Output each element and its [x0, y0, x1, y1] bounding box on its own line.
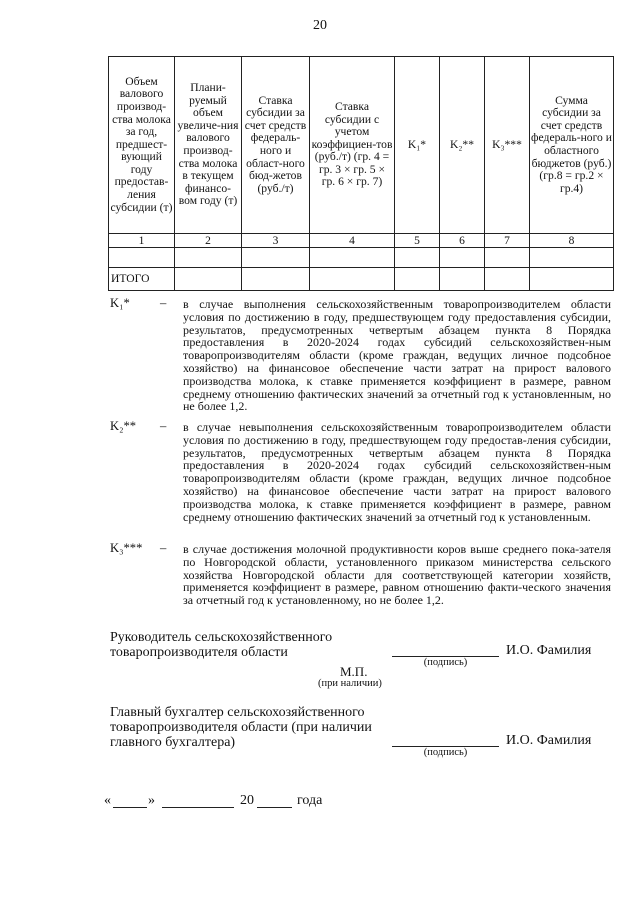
footnote-k1-dash: –: [160, 296, 167, 310]
total-row: [109, 268, 614, 291]
subsidy-table: [108, 56, 614, 291]
footnote-k3-dash: –: [160, 541, 167, 555]
empty-cell: [530, 268, 614, 291]
date-day-blank: [113, 807, 147, 808]
head-title-line2: товаропроизводителя области: [110, 645, 288, 660]
empty-cell: [175, 268, 242, 291]
column-number: 6: [440, 234, 485, 248]
header-cell-rate: Ставка субсидии за счет средств федераль-ного и област-ного бюд-жетов (руб./т): [242, 57, 310, 234]
date-close-quote: »: [148, 793, 155, 808]
column-number: 3: [242, 234, 310, 248]
footnote-k1-text: в случае выполнения сельскохозяйственным товаропроизводителем области условия по достижению в году, предшествующем году предоставления субсидии, результатов, предусмотренных четвертым абзацем пункта 8 Порядка предоставления в 2020-2024 годах субсидий сельскохозяйствен-ным товаропроизводителям области (кроме граждан, ведущих личное подсобное хозяйство) на финансовое обеспечение части затрат на прирост валового производства молока, к ставке применяется коэффициент в размере, равном среднему отношению фактических значений за отчетный год к установленным, но не более 1,2.: [183, 297, 611, 414]
column-number: 5: [395, 234, 440, 248]
column-number-row: [109, 234, 614, 248]
empty-cell: [485, 248, 530, 268]
header-cell-rate-with-coefficients: Ставка субсидии с учетом коэффициен-тов (руб./т) (гр. 4 = гр. 3 × гр. 5 × гр. 6 × гр. 7): [310, 57, 395, 234]
seal-note: (при наличии): [318, 678, 382, 689]
total-label: ИТОГО: [109, 268, 175, 291]
empty-cell: [242, 248, 310, 268]
empty-cell: [440, 268, 485, 291]
header-cell-planned-increase: Плани-руемый объем увеличе-ния валового производ-ства молока в текущем финансо-вом году (т): [175, 57, 242, 234]
accountant-signature-line: [392, 746, 499, 758]
head-title-line1: Руководитель сельскохозяйственного: [110, 630, 333, 645]
empty-cell: [310, 248, 395, 268]
header-cell-k1: K₁*: [395, 57, 440, 234]
column-number: 7: [485, 234, 530, 248]
date-suffix: года: [297, 793, 323, 808]
head-signature-line: [392, 656, 499, 668]
date-year-blank: [257, 807, 292, 808]
page-number: 20: [313, 18, 327, 33]
empty-cell: [175, 248, 242, 268]
header-cell-k2: K₂**: [440, 57, 485, 234]
date-open-quote: «: [104, 793, 111, 808]
column-number: 1: [109, 234, 175, 248]
empty-cell: [242, 268, 310, 291]
accountant-title-line2: товаропроизводителя области (при наличии: [110, 720, 372, 735]
seal-label: М.П.: [340, 664, 368, 679]
table-header-row: [109, 57, 614, 234]
empty-data-row: [109, 248, 614, 268]
footnote-k3-label: K₃***: [110, 541, 143, 555]
date-year-prefix: 20: [240, 793, 254, 808]
empty-cell: [395, 248, 440, 268]
signature-caption: (подпись): [423, 657, 468, 668]
empty-cell: [395, 268, 440, 291]
head-name: И.О. Фамилия: [506, 643, 592, 658]
column-number: 2: [175, 234, 242, 248]
date-month-blank: [162, 807, 234, 808]
footnote-k3-text: в случае достижения молочной продуктивности коров выше среднего пока-зателя по Новгородской области, установленного приказом министерства сельского хозяйства Новгородской области для соответствующей категории хозяйств, применяется коэффициент в размере, равном отношению факти-ческого значения за отчетный год к установленному, но не более 1,2.: [183, 542, 611, 608]
accountant-title-line1: Главный бухгалтер сельскохозяйственного: [110, 705, 365, 720]
accountant-name: И.О. Фамилия: [506, 733, 592, 748]
footnote-k1-label: K₁*: [110, 296, 130, 310]
footnote-k2-dash: –: [160, 419, 167, 433]
signature-caption: (подпись): [423, 747, 468, 758]
empty-cell: [530, 248, 614, 268]
footnote-k2-text: в случае невыполнения сельскохозяйственным товаропроизводителем области условия по достижению в году, предшествующем году предостав-ления субсидии, результатов, предусмотренных четвертым абзацем пункта 8 Порядка предоставления в 2020-2024 годах субсидий сельскохозяйствен-ным товаропроизводителям области (кроме граждан, ведущих личное подсобное хозяйство) на финансовое обеспечение части затрат на прирост валового производства молока, к ставке применяется коэффициент в размере, равном среднему отношению фактических значений за отчетный год к установленным.: [183, 420, 611, 524]
header-cell-prior-volume: Объем валового производ-ства молока за год, предшест-вующий году предостав-ления субсидии (т): [109, 57, 175, 234]
column-number: 8: [530, 234, 614, 248]
header-cell-k3: K₃***: [485, 57, 530, 234]
accountant-title-line3: главного бухгалтера): [110, 735, 236, 750]
header-cell-subsidy-sum: Сумма субсидии за счет средств федераль-ного и областного бюджетов (руб.) (гр.8 = гр.2 × гр.4): [530, 57, 614, 234]
empty-cell: [440, 248, 485, 268]
footnote-k2-label: K₂**: [110, 419, 137, 433]
empty-cell: [310, 268, 395, 291]
empty-cell: [109, 248, 175, 268]
empty-cell: [485, 268, 530, 291]
column-number: 4: [310, 234, 395, 248]
